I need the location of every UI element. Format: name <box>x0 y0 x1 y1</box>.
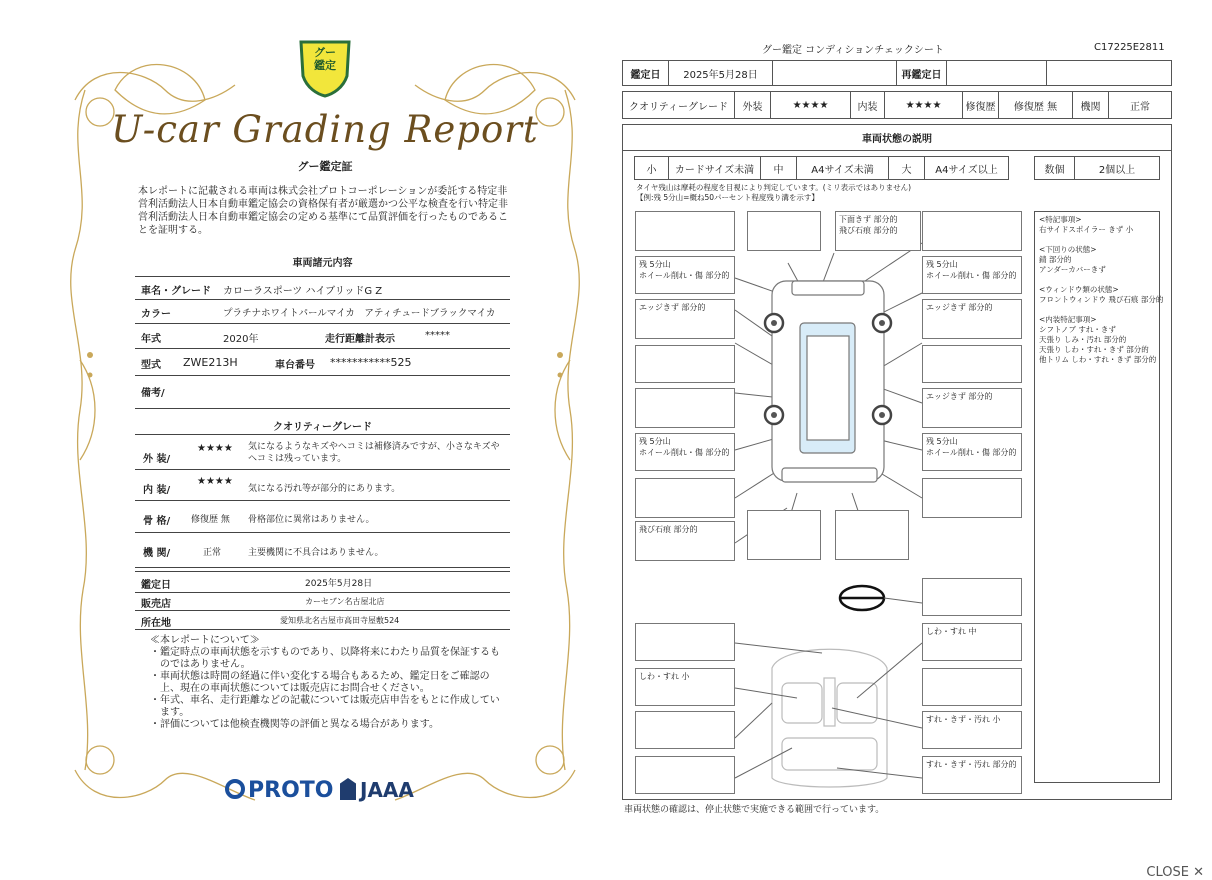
jaaa-logo <box>340 778 414 802</box>
quality-desc: 骨格部位に異常はありません。 <box>248 515 375 525</box>
repair-label: 修復歴 <box>963 92 999 118</box>
badge-text: グー 鑑定 <box>314 46 336 72</box>
quality-label: 骨 格/ <box>143 516 171 527</box>
spec-label: カラー <box>141 309 171 320</box>
spec-label: 年式 <box>141 334 161 345</box>
spec-value: プラチナホワイトパールマイカ アティチュードブラックマイカ <box>223 308 496 319</box>
spec-label: 走行距離計表示 <box>325 334 395 345</box>
sheet-code: C17225E2811 <box>1094 42 1165 53</box>
report-title: U-car Grading Report <box>111 108 539 151</box>
label-right-rear-wheel: 残 5分山 ホイール削れ・傷 部分的 <box>922 433 1022 471</box>
count-value: 2個以上 <box>1098 164 1136 176</box>
spec-value: ***** <box>425 330 450 341</box>
jaaa-logo-text: JAAA <box>360 778 414 802</box>
quality-desc: 気になるようなキズやヘコミは補修済みですが、小さなキズや ヘコミは残っています。 <box>248 442 500 464</box>
legend-desc: A4サイズ以上 <box>935 164 998 176</box>
close-button[interactable]: CLOSE ✕ <box>1146 865 1204 880</box>
quality-label: 外 装/ <box>143 454 171 465</box>
label-interior-left: しわ・すれ 小 <box>635 668 735 706</box>
photo-box <box>922 345 1022 383</box>
grading-certificate <box>55 30 595 820</box>
spec-row-name <box>135 276 510 300</box>
photo-box <box>635 756 735 794</box>
quality-label: 内 装/ <box>143 485 171 496</box>
info-value: カーセブン名古屋北店 <box>305 597 385 606</box>
info-label: 所在地 <box>141 618 171 629</box>
photo-box <box>922 668 1022 706</box>
spec-value: ***********525 <box>330 356 412 369</box>
spec-label: 備考/ <box>141 388 165 399</box>
photo-box <box>635 345 735 383</box>
photo-box <box>635 623 735 661</box>
count-label: 数個 <box>1035 157 1075 179</box>
info-label: 販売店 <box>141 599 171 610</box>
tire-note: タイヤ残山は摩耗の程度を目視により判定しています。(ミリ表示ではありません) 【例:残 5分山=概ね50パーセント程度残り溝を示す】 <box>636 183 912 202</box>
state-heading: 車両状態の説明 <box>622 124 1172 151</box>
sheet-title: グー鑑定 コンディションチェックシート <box>762 45 944 56</box>
legend-size: 中 <box>761 157 797 179</box>
report-notes <box>150 635 505 731</box>
label-left-rear: 飛び石痕 部分的 <box>635 521 735 561</box>
label-interior-right-1: しわ・すれ 中 <box>922 623 1022 661</box>
spec-heading: 車両諸元内容 <box>292 258 353 269</box>
dealer-row <box>135 592 510 611</box>
special-notes: <特記事項> 右サイドスポイラー きず 小 <下回りの状態> 錆 部分的 アンダーカバーきず <ウィンドウ類の状態> フロントウィンドウ 飛び石痕 部分的 <内装特記事項> シフトノブ すれ・きず 天張り しみ・汚れ 部分的 天張り しわ・すれ・きず 部分的 他トリム しわ・すれ・きず 部分的 <box>1034 211 1160 783</box>
condition-check-sheet <box>622 38 1174 818</box>
spec-value: 2020年 <box>223 334 259 345</box>
photo-box <box>835 510 909 560</box>
sheet-footer: 車両状態の確認は、停止状態で実施できる範囲で行っています。 <box>624 805 885 815</box>
repair-value: 修復歴 無 <box>999 92 1073 118</box>
address-row <box>135 611 510 630</box>
jaaa-logo-icon <box>340 778 356 800</box>
quality-label: 機 関/ <box>143 548 171 559</box>
label-left-front-wheel: 残 5分山 ホイール削れ・傷 部分的 <box>635 256 735 294</box>
empty-cell <box>1047 61 1171 85</box>
spec-row-year <box>135 324 510 349</box>
photo-box <box>922 578 1022 616</box>
info-value: 2025年5月28日 <box>305 579 373 589</box>
photo-box <box>635 388 735 428</box>
note-item: ・鑑定時点の車両状態を示すものであり、以降将来にわたり品質を保証するものではありません。 <box>150 647 500 670</box>
label-interior-right-2: すれ・きず・汚れ 小 <box>922 711 1022 749</box>
label-right-edge-2: エッジきず 部分的 <box>922 388 1022 428</box>
date-value: 2025年5月28日 <box>669 61 773 85</box>
proto-logo-text: PROTO <box>248 778 334 803</box>
label-right-edge: エッジきず 部分的 <box>922 299 1022 339</box>
photo-box <box>747 211 821 251</box>
quality-desc: 主要機関に不具合はありません。 <box>248 548 384 558</box>
legend-size: 小 <box>635 157 669 179</box>
quality-rating: 正常 <box>203 548 222 558</box>
label-right-front-wheel: 残 5分山 ホイール削れ・傷 部分的 <box>922 256 1022 294</box>
legend-desc: A4サイズ未満 <box>797 157 889 179</box>
spec-label: 車台番号 <box>275 360 315 371</box>
photo-box <box>635 711 735 749</box>
appraisal-date-row <box>135 571 510 593</box>
goo-appraisal-badge <box>297 36 353 98</box>
exterior-label: 外装 <box>735 92 771 118</box>
exterior-value: ★★★★ <box>771 92 851 118</box>
spec-value: カローラスポーツ ハイブリッドG Z <box>223 286 383 297</box>
spec-label: 型式 <box>141 360 161 371</box>
info-value: 愛知県北名古屋市高田寺屋敷524 <box>280 616 400 625</box>
photo-box <box>922 478 1022 518</box>
notes-heading: ≪本レポートについて≫ <box>150 635 260 646</box>
quality-rating: ★★★★ <box>197 443 233 454</box>
photo-box <box>922 211 1022 251</box>
date-label: 鑑定日 <box>623 61 669 85</box>
quality-heading: クオリティーグレード <box>273 422 372 433</box>
reappraisal-label: 再鑑定日 <box>897 61 947 85</box>
label-interior-right-3: すれ・きず・汚れ 部分的 <box>922 756 1022 794</box>
label-left-rear-wheel: 残 5分山 ホイール削れ・傷 部分的 <box>635 433 735 471</box>
quality-row-frame <box>135 501 510 533</box>
engine-label: 機関 <box>1073 92 1109 118</box>
photo-box <box>635 211 735 251</box>
interior-value: ★★★★ <box>885 92 963 118</box>
certificate-intro: 本レポートに記載される車両は株式会社プロトコーポレーションが委託する特定非営利活動法人日本自動車鑑定協会の資格保有者が厳選かつ公平な検査を行い特定非営利活動法人日本自動車鑑定協会の定める基準にて品質評価を行ったものであることを証明する。 <box>138 186 508 236</box>
quality-rating: ★★★★ <box>197 476 233 487</box>
legend-size: 大 <box>889 157 925 179</box>
spec-row-model <box>135 349 510 376</box>
spec-label: 車名・グレード <box>141 286 211 297</box>
grade-label: クオリティーグレード <box>623 92 735 118</box>
spec-value: ZWE213H <box>183 356 238 369</box>
note-item: ・評価については他検査機関等の評価と異なる場合があります。 <box>150 719 439 730</box>
count-legend <box>1034 156 1160 180</box>
photo-box <box>747 510 821 560</box>
label-top-center: 下面きず 部分的 飛び石痕 部分的 <box>835 211 921 251</box>
quality-row-exterior <box>135 434 510 470</box>
quality-desc: 気になる汚れ等が部分的にあります。 <box>248 484 401 494</box>
certificate-subtitle: グー鑑定証 <box>297 160 353 173</box>
spec-row-color <box>135 299 510 324</box>
engine-value: 正常 <box>1130 101 1150 113</box>
quality-row-interior <box>135 469 510 501</box>
interior-label: 内装 <box>851 92 885 118</box>
info-label: 鑑定日 <box>141 580 171 591</box>
note-item: ・車両状態は時間の経過に伴い変化する場合もあるため、鑑定日をご確認の上、現在の車両状態については販売店にお問合せください。 <box>150 671 490 694</box>
proto-logo <box>225 778 333 803</box>
legend-desc: カードサイズ未満 <box>669 157 761 179</box>
label-left-edge: エッジきず 部分的 <box>635 299 735 339</box>
quality-rating: 修復歴 無 <box>191 515 230 525</box>
spec-row-remarks <box>135 376 510 409</box>
photo-box <box>635 478 735 518</box>
proto-logo-icon <box>225 779 245 799</box>
note-item: ・年式、車名、走行距離などの記載については販売店申告をもとに作成しています。 <box>150 695 500 718</box>
quality-row-engine <box>135 533 510 568</box>
